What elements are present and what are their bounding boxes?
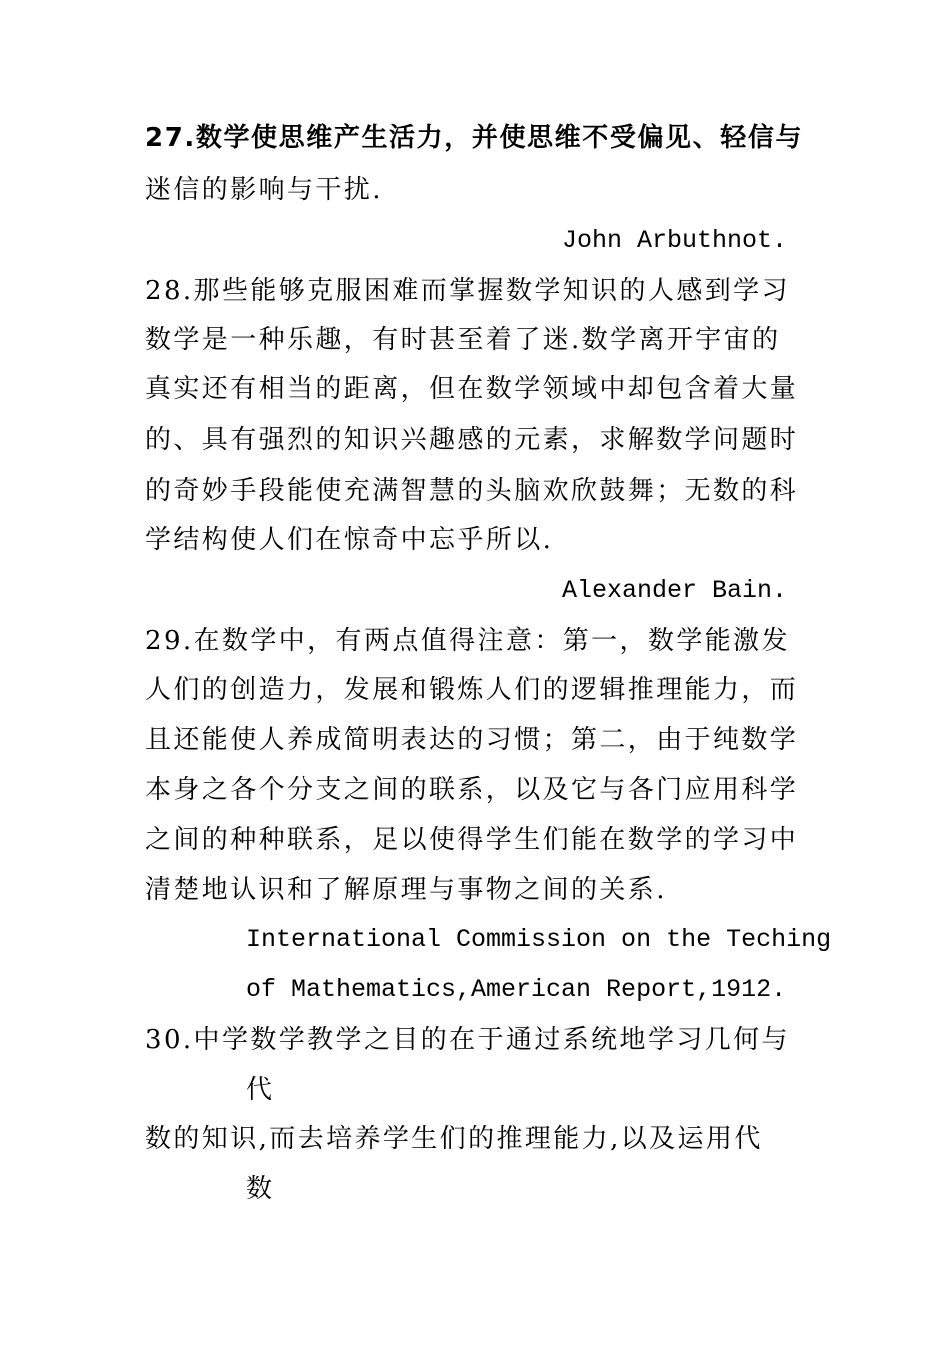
- quote-28-author: Alexander Bain.: [562, 576, 788, 605]
- quote-30-line-2: 代: [246, 1075, 275, 1105]
- quote-29-line-1: 29.在数学中，有两点值得注意：第一，数学能激发: [145, 626, 790, 656]
- quote-28-line-4: 的、具有强烈的知识兴趣感的元素，求解数学问题时: [145, 425, 799, 455]
- quote-29-line-3: 且还能使人养成简明表达的习惯；第二，由于纯数学: [145, 725, 799, 755]
- quote-29-line-2: 人们的创造力，发展和锻炼人们的逻辑推理能力，而: [145, 675, 799, 705]
- quote-28-line-6: 学结构使人们在惊奇中忘乎所以.: [145, 525, 554, 555]
- quote-29-line-5: 之间的种种联系，足以使得学生们能在数学的学习中: [145, 825, 799, 855]
- quote-30-line-3: 数的知识,而去培养学生们的推理能力,以及运用代: [145, 1124, 763, 1154]
- quote-27-line-2: 迷信的影响与干扰.: [145, 175, 383, 205]
- quote-29-source-line-2: of Mathematics,American Report,1912.: [246, 975, 787, 1004]
- quote-29-line-6: 清楚地认识和了解原理与事物之间的关系.: [145, 875, 667, 905]
- quote-30-line-4: 数: [246, 1174, 275, 1204]
- quote-29-source-line-1: International Commission on the Teching: [246, 925, 832, 954]
- quote-28-line-1: 28.那些能够克服困难而掌握数学知识的人感到学习: [145, 276, 790, 306]
- quote-29-line-4: 本身之各个分支之间的联系，以及它与各门应用科学: [145, 775, 799, 805]
- quote-27-line-1: 27.数学使思维产生活力，并使思维不受偏见、轻信与: [145, 123, 804, 153]
- quote-27-author: John Arbuthnot.: [562, 226, 788, 255]
- quote-28-line-5: 的奇妙手段能使充满智慧的头脑欢欣鼓舞；无数的科: [145, 476, 799, 506]
- quote-28-line-2: 数学是一种乐趣，有时甚至着了迷.数学离开宇宙的: [145, 325, 781, 355]
- quote-30-line-1: 30.中学数学教学之目的在于通过系统地学习几何与: [145, 1025, 790, 1055]
- quote-28-line-3: 真实还有相当的距离，但在数学领域中却包含着大量: [145, 374, 799, 404]
